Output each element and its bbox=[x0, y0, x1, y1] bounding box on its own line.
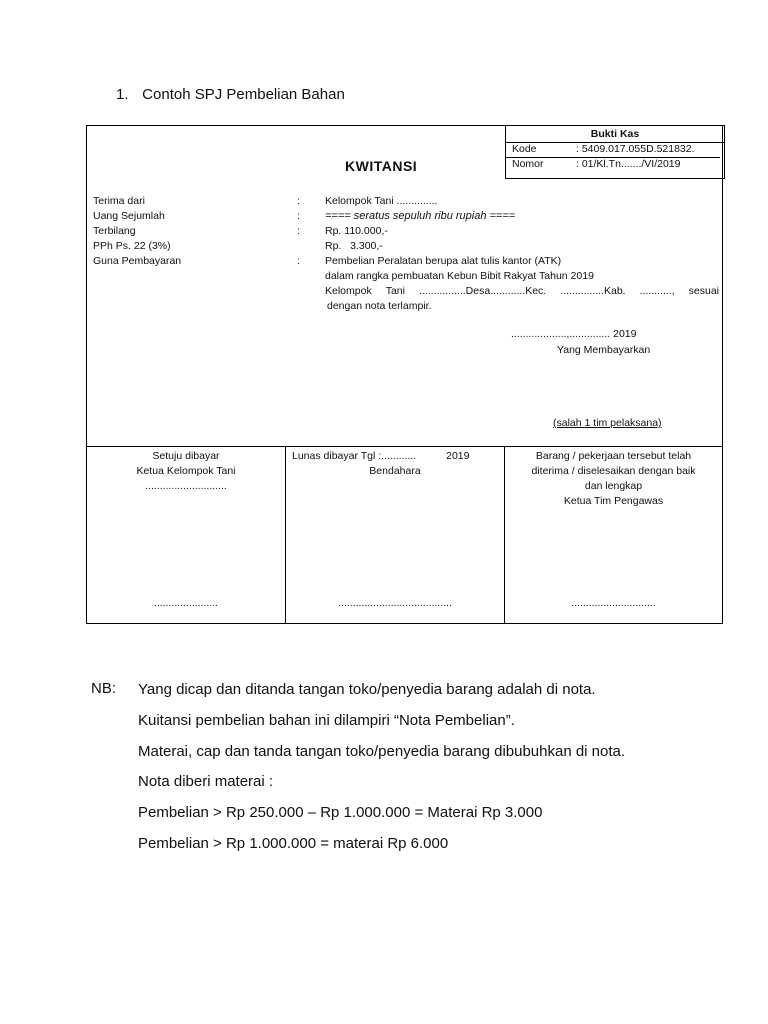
field-value: Rp. 3.300,- bbox=[325, 240, 383, 252]
signature-line: Barang / pekerjaan tersebut telah bbox=[535, 450, 692, 462]
kode-value: : 5409.017.055D.521832. bbox=[576, 143, 695, 155]
signature-area bbox=[87, 446, 722, 624]
signature-line: Ketua Kelompok Tani bbox=[136, 465, 236, 477]
field-value: Kelompok Tani .............. bbox=[325, 195, 438, 207]
signature-line: ............................ bbox=[145, 480, 227, 492]
field-label: Uang Sejumlah bbox=[93, 210, 165, 222]
section-number: 1. bbox=[116, 86, 129, 103]
signature-dots: ...................... bbox=[153, 597, 219, 609]
lunas-year: 2019 bbox=[446, 450, 470, 462]
purpose-word: Tani bbox=[385, 285, 405, 297]
purpose-word: ................Desa............Kec. bbox=[419, 285, 547, 297]
bukti-kas-title: Bukti Kas bbox=[506, 126, 724, 143]
note-line: Yang dicap dan ditanda tangan toko/penyedia barang adalah di nota. bbox=[138, 681, 596, 698]
purpose-word: sesuai bbox=[688, 285, 719, 297]
notes-label: NB: bbox=[91, 680, 117, 697]
purpose-word: Kelompok bbox=[325, 285, 372, 297]
signature-line: Ketua Tim Pengawas bbox=[563, 495, 664, 507]
receipt-fields bbox=[93, 194, 719, 316]
note-line: Pembelian > Rp 1.000.000 = materai Rp 6.000 bbox=[138, 834, 449, 852]
field-colon: : bbox=[297, 225, 300, 237]
lunas-text: Lunas dibayar Tgl :............ bbox=[292, 450, 417, 462]
field-colon: : bbox=[297, 195, 300, 207]
purpose-line: dalam rangka pembuatan Kebun Bibit Rakyat Tahun 2019 bbox=[325, 270, 594, 282]
bukti-kas-box bbox=[505, 125, 725, 179]
field-label: Guna Pembayaran bbox=[93, 255, 182, 267]
purpose-line bbox=[325, 284, 719, 299]
field-row-uang bbox=[93, 209, 719, 224]
note-line: Nota diberi materai : bbox=[138, 773, 274, 791]
field-row-pph bbox=[93, 239, 719, 254]
field-value: Rp. 110.000,- bbox=[325, 225, 388, 237]
payer-label: Yang Membayarkan bbox=[557, 344, 651, 356]
section-heading bbox=[116, 86, 345, 103]
nomor-value: : 01/Kl.Tn......./VI/2019 bbox=[576, 158, 681, 170]
field-label: PPh Ps. 22 (3%) bbox=[93, 240, 171, 252]
field-colon: : bbox=[297, 210, 300, 222]
purpose-word: ..........., bbox=[639, 285, 675, 297]
kode-label: Kode bbox=[512, 143, 537, 155]
kwitansi-title: KWITANSI bbox=[345, 158, 418, 174]
signature-line bbox=[286, 449, 504, 464]
purpose-line: dengan nota terlampir. bbox=[327, 300, 432, 312]
note-line: Pembelian > Rp 250.000 – Rp 1.000.000 = Materai Rp 3.000 bbox=[138, 804, 543, 822]
signature-dots: ....................................... bbox=[338, 597, 452, 609]
signature-line: dan lengkap bbox=[584, 480, 643, 492]
field-row-guna bbox=[93, 254, 719, 316]
purpose-line: Pembelian Peralatan berupa alat tulis kantor (ATK) bbox=[325, 255, 562, 267]
kode-row bbox=[506, 142, 720, 158]
nomor-label: Nomor bbox=[512, 158, 544, 170]
signature-column-bendahara bbox=[286, 447, 505, 624]
executor-label: (salah 1 tim pelaksana) bbox=[553, 417, 662, 429]
purpose-text bbox=[325, 254, 719, 314]
note-line: Materai, cap dan tanda tangan toko/penyedia barang dibubuhkan di nota. bbox=[138, 742, 626, 760]
signature-line: diterima / diselesaikan dengan baik bbox=[531, 465, 696, 477]
field-row-terima bbox=[93, 194, 719, 209]
nomor-row bbox=[512, 157, 720, 172]
field-label: Terima dari bbox=[93, 195, 145, 207]
notes-list bbox=[138, 680, 698, 865]
signature-column-ketua-pengawas bbox=[505, 447, 722, 624]
section-title: Contoh SPJ Pembelian Bahan bbox=[142, 86, 345, 103]
signature-line: Setuju dibayar bbox=[152, 450, 220, 462]
field-row-terbilang bbox=[93, 224, 719, 239]
field-label: Terbilang bbox=[93, 225, 136, 237]
purpose-word: ...............Kab. bbox=[560, 285, 626, 297]
field-colon: : bbox=[297, 255, 300, 267]
signature-dots: ............................. bbox=[571, 597, 656, 609]
note-line: Kuitansi pembelian bahan ini dilampiri “Nota Pembelian”. bbox=[138, 711, 515, 729]
signature-line: Bendahara bbox=[369, 465, 421, 477]
date-line: ...................,.............. 2019 bbox=[511, 328, 637, 340]
field-value: ==== seratus sepuluh ribu rupiah ==== bbox=[325, 210, 516, 222]
signature-column-ketua-kelompok bbox=[87, 447, 286, 624]
receipt-form bbox=[86, 125, 723, 624]
